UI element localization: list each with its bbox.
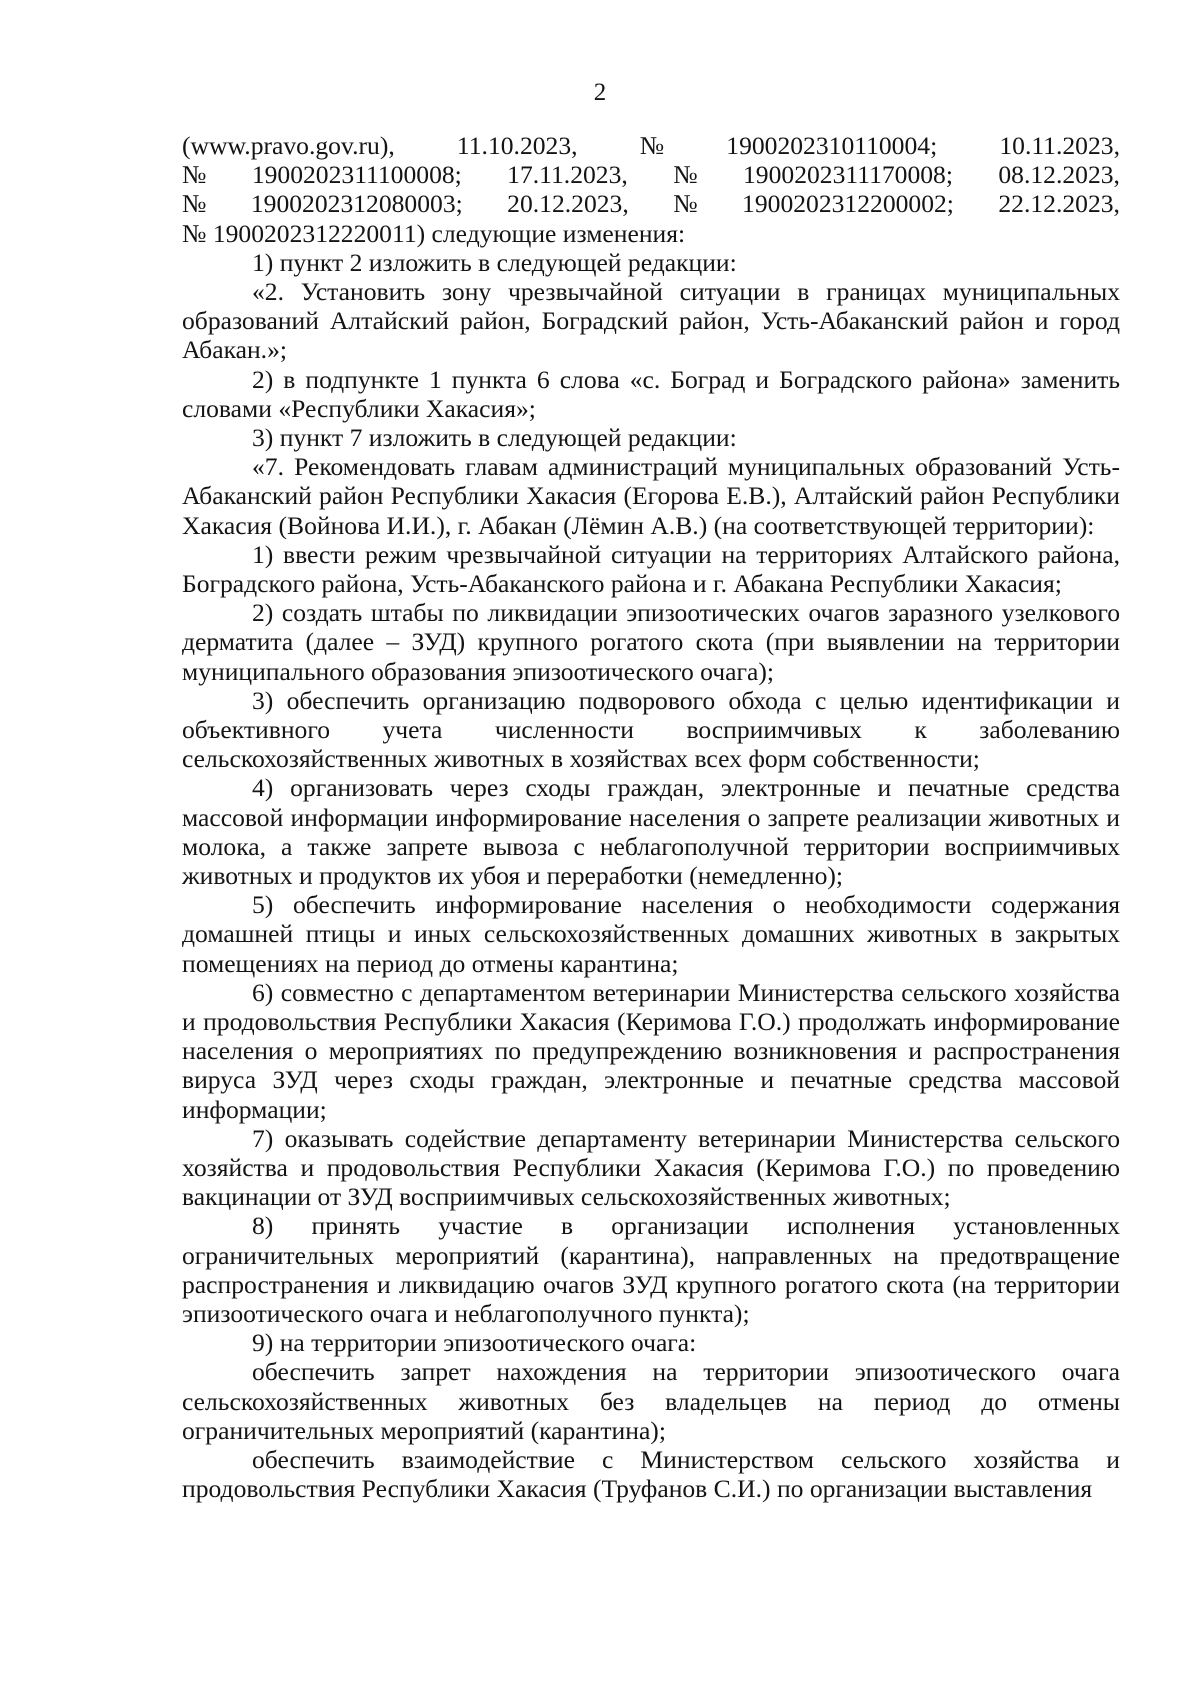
reg-token: №	[673, 189, 698, 219]
paragraph-subitem-4: 4) организовать через сходы граждан, электронные и печатные средства массовой информации информирование населения о запрете реализации животных и молока, а также запрете вывоза с неблагополучной территории восприимчивых животных и продуктов их убоя и переработки (немедленно);	[182, 773, 1120, 891]
paragraph-subitem-9-b: обеспечить взаимодействие с Министерством сельского хозяйства и продовольствия Республики Хакасия (Труфанов С.И.) по организации выставления	[182, 1445, 1120, 1504]
registration-line-4: № 1900202312220011) следующие изменения:	[182, 218, 686, 248]
reg-token: 20.12.2023,	[507, 189, 629, 219]
paragraph-item-3-heading: 3) пункт 7 изложить в следующей редакции:	[252, 422, 737, 452]
paragraph-item-1-heading: 1) пункт 2 изложить в следующей редакции:	[252, 247, 737, 277]
reg-token: №	[673, 160, 698, 190]
paragraph-subitem-7: 7) оказывать содействие департаменту ветеринарии Министерства сельского хозяйства и продовольствия Республики Хакасия (Керимова Г.О.) по проведению вакцинации от ЗУД восприимчивых сельскохозяйственных животных;	[182, 1123, 1120, 1212]
paragraph-new-point-7: «7. Рекомендовать главам администраций муниципальных образований Усть-Абаканский район Республики Хакасия (Егорова Е.В.), Алтайский район Республики Хакасия (Войнова И.И.), г. Абакан (Лёмин А.В.) (на соответствующей территории):	[182, 452, 1120, 540]
registration-line-1	[182, 131, 1120, 160]
paragraph-item-2: 2) в подпункте 1 пункта 6 слова «с. Боград и Боградского района» заменить словами «Республики Хакасия»;	[182, 364, 1120, 423]
paragraph-subitem-9-a: обеспечить запрет нахождения на территории эпизоотического очага сельскохозяйственных животных без владельцев на период до отмены ограничительных мероприятий (карантина);	[182, 1357, 1120, 1445]
registration-line-3	[182, 189, 1120, 218]
reg-token: 11.10.2023,	[456, 131, 578, 160]
reg-token: (www.pravo.gov.ru),	[182, 131, 395, 160]
reg-token: №	[639, 131, 665, 160]
reg-token: №	[182, 160, 207, 190]
registration-line-2	[182, 160, 1120, 189]
paragraph-subitem-6: 6) совместно с департаментом ветеринарии Министерства сельского хозяйства и продовольствия Республики Хакасия (Керимова Г.О.) продолжать информирование населения о мероприятиях по предупреждению возникновения и распространения вируса ЗУД через сходы граждан, электронные и печатные средства массовой информации;	[182, 977, 1120, 1124]
paragraph-subitem-2: 2) создать штабы по ликвидации эпизоотических очагов заразного узелкового дерматита (далее – ЗУД) крупного рогатого скота (при выявлении на территории муниципального образования эпизоотического очага);	[182, 598, 1120, 686]
document-body	[182, 131, 1120, 1503]
reg-token: 17.11.2023,	[507, 160, 628, 190]
reg-token: 22.12.2023,	[998, 189, 1120, 219]
paragraph-subitem-1: 1) ввести режим чрезвычайной ситуации на территориях Алтайского района, Боградского района, Усть-Абаканского района и г. Абакана Республики Хакасия;	[182, 539, 1120, 598]
reg-token: 1900202312080003;	[250, 189, 463, 219]
page-number: 2	[593, 79, 607, 106]
paragraph-subitem-3: 3) обеспечить организацию подворового обхода с целью идентификации и объективного учета численности восприимчивых к заболеванию сельскохозяйственных животных в хозяйствах всех форм собственности;	[182, 685, 1120, 774]
reg-token: 1900202312200002;	[742, 189, 954, 219]
reg-token: 08.12.2023,	[998, 160, 1120, 190]
reg-token: №	[182, 189, 207, 219]
paragraph-subitem-9: 9) на территории эпизоотического очага:	[252, 1328, 697, 1358]
paragraph-subitem-8: 8) принять участие в организации исполнения установленных ограничительных мероприятий (карантина), направленных на предотвращение распространения и ликвидацию очагов ЗУД крупного рогатого скота (на территории эпизоотического очага и неблагополучного пункта);	[182, 1211, 1120, 1329]
reg-token: 1900202311170008;	[743, 160, 953, 190]
paragraph-new-point-2: «2. Установить зону чрезвычайной ситуации в границах муниципальных образований Алтайский район, Боградский район, Усть-Абаканский район и город Абакан.»;	[182, 276, 1120, 365]
reg-token: 10.11.2023,	[999, 131, 1120, 160]
paragraph-subitem-5: 5) обеспечить информирование населения о необходимости содержания домашней птицы и иных сельскохозяйственных домашних животных в закрытых помещениях на период до отмены карантина;	[182, 890, 1120, 978]
reg-token: 1900202311100008;	[251, 160, 462, 190]
reg-token: 1900202310110004;	[726, 131, 938, 160]
